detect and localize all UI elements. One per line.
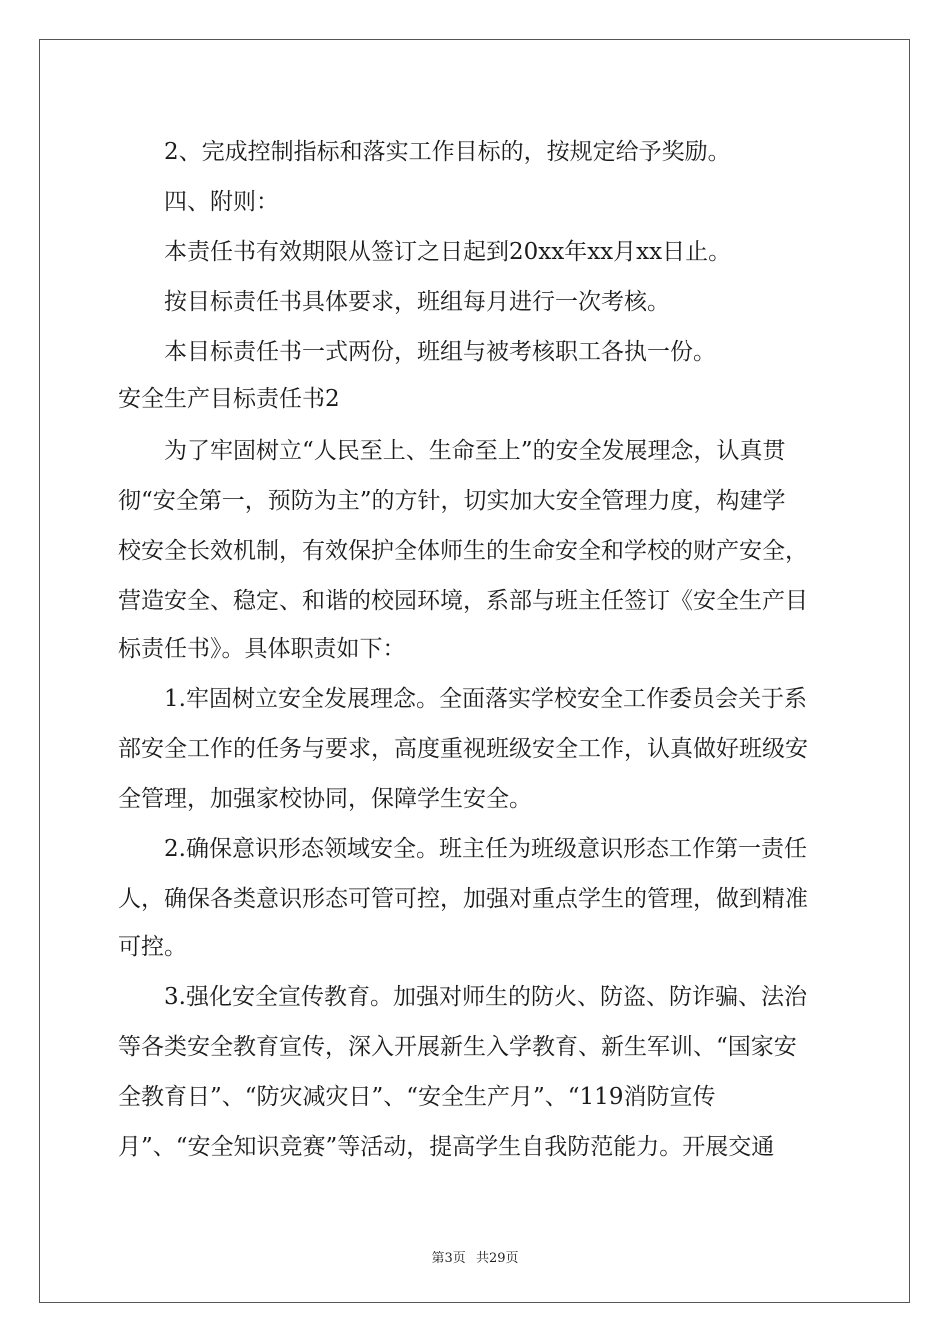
text-line: 彻“安全第一，预防为主”的方针，切实加大安全管理力度，构建学: [118, 488, 786, 514]
text-line: 本目标责任书一式两份，班组与被考核职工各执一份。: [164, 339, 716, 365]
text-line: 本责任书有效期限从签订之日起到20xx年xx月xx日止。: [164, 239, 732, 265]
text-line: 可控。: [118, 934, 187, 960]
text-line: 3.强化安全宣传教育。加强对师生的防火、防盗、防诈骗、法治: [164, 984, 807, 1010]
text-line: 按目标责任书具体要求，班组每月进行一次考核。: [164, 289, 670, 315]
text-line: 校安全长效机制，有效保护全体师生的生命安全和学校的财产安全，: [118, 538, 808, 564]
page-total: 共29页: [475, 1251, 519, 1266]
text-line: 2、完成控制指标和落实工作目标的，按规定给予奖励。: [164, 139, 731, 165]
text-line: 全教育日”、“防灾减灾日”、“安全生产月”、“119消防宣传: [118, 1084, 716, 1110]
page-footer: [0, 1247, 950, 1266]
text-line: 部安全工作的任务与要求，高度重视班级安全工作，认真做好班级安: [118, 736, 808, 762]
text-line: 1.牢固树立安全发展理念。全面落实学校安全工作委员会关于系: [164, 686, 807, 712]
text-line: 全管理，加强家校协同，保障学生安全。: [118, 786, 532, 812]
text-line: 等各类安全教育宣传，深入开展新生入学教育、新生军训、“国家安: [118, 1034, 797, 1060]
text-line: 月”、“安全知识竞赛”等活动，提高学生自我防范能力。开展交通: [118, 1134, 775, 1160]
section-heading: 安全生产目标责任书2: [118, 386, 340, 412]
page-border: [39, 39, 910, 1303]
text-line: 标责任书》。具体职责如下：: [118, 636, 406, 662]
page-number: 第3页: [431, 1251, 466, 1266]
text-line: 人，确保各类意识形态可管可控，加强对重点学生的管理，做到精准: [118, 886, 808, 912]
text-line: 为了牢固树立“人民至上、生命至上”的安全发展理念，认真贯: [164, 438, 786, 464]
text-line: 营造安全、稳定、和谐的校园环境，系部与班主任签订《安全生产目: [118, 588, 808, 614]
text-line: 四、附则：: [164, 189, 279, 215]
text-line: 2.确保意识形态领域安全。班主任为班级意识形态工作第一责任: [164, 836, 807, 862]
